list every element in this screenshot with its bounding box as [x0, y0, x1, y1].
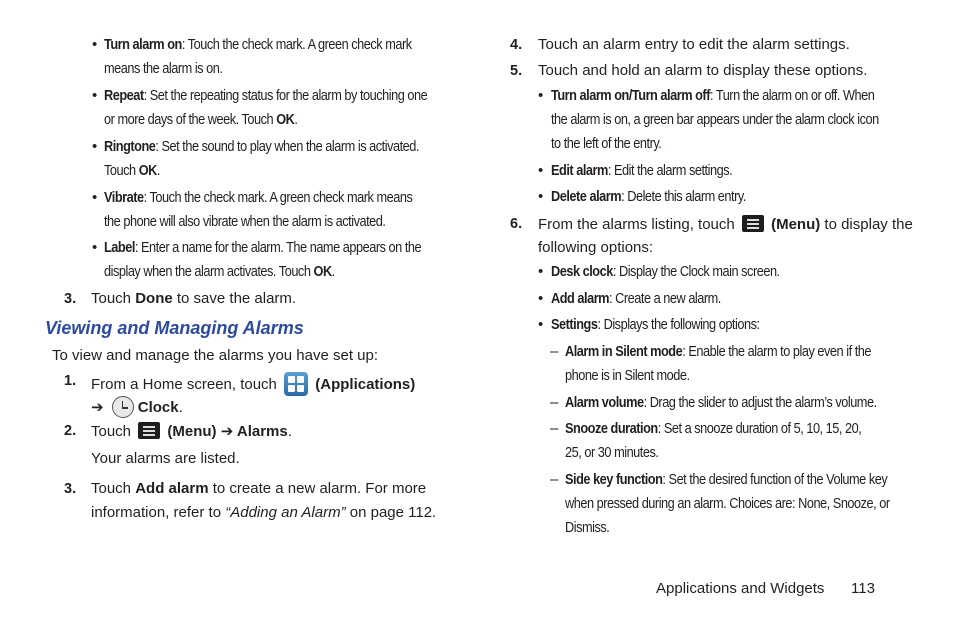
step-1-line2: ➔ Clock.	[91, 396, 183, 418]
bullet-edit-alarm: Edit alarm: Edit the alarm settings.	[551, 163, 733, 179]
step-number: 3.	[64, 291, 77, 307]
footer-section-title: Applications and Widgets	[656, 580, 825, 597]
intro-text: To view and manage the alarms you have set up:	[52, 347, 379, 364]
sub-alarm-silent-line2: phone is in Silent mode.	[565, 368, 690, 384]
step-number: 4.	[510, 37, 523, 53]
menu-icon	[742, 215, 764, 232]
sub-alarm-volume: Alarm volume: Drag the slider to adjust the alarm’s volume.	[565, 395, 877, 411]
footer-page-number: 113	[851, 580, 875, 597]
step-3-add-alarm-line2: information, refer to “Adding an Alarm” on page 112.	[91, 504, 437, 521]
step-4: Touch an alarm entry to edit the alarm settings.	[538, 36, 850, 53]
bullet-turn-alarm-onoff-line3: to the left of the entry.	[551, 136, 662, 152]
section-heading: Viewing and Managing Alarms	[45, 318, 304, 338]
bullet-turn-alarm-on-line1: Turn alarm on: Touch the check mark. A green check mark	[104, 37, 412, 53]
sub-side-key-line1: Side key function: Set the desired function of the Volume key	[565, 472, 888, 488]
step-number: 6.	[510, 216, 523, 232]
sub-alarm-silent-line1: Alarm in Silent mode: Enable the alarm to play even if the	[565, 344, 871, 360]
bullet-glyph: •	[92, 239, 98, 256]
bullet-glyph: •	[538, 263, 544, 280]
step-2-note: Your alarms are listed.	[91, 450, 240, 467]
dash-glyph: –	[550, 343, 559, 360]
dash-glyph: –	[550, 471, 559, 488]
dash-glyph: –	[550, 420, 559, 437]
clock-icon	[112, 396, 134, 418]
cross-reference-link[interactable]: “Adding an Alarm”	[225, 504, 346, 521]
step-number: 3.	[64, 481, 77, 497]
step-2-line: Touch (Menu) ➔ Alarms.	[91, 423, 292, 440]
bullet-repeat-line2: or more days of the week. Touch OK.	[104, 112, 298, 128]
sub-side-key-line2: when pressed during an alarm. Choices are: None, Snooze, or	[565, 496, 890, 512]
sub-snooze-line2: 25, or 30 minutes.	[565, 445, 659, 461]
menu-icon	[138, 422, 160, 439]
bullet-turn-alarm-on-line2: means the alarm is on.	[104, 61, 223, 77]
bullet-glyph: •	[538, 162, 544, 179]
bullet-ringtone-line1: Ringtone: Set the sound to play when the alarm is activated.	[104, 139, 419, 155]
step-6-line1: From the alarms listing, touch (Menu) to display the	[538, 216, 913, 233]
sub-snooze-line1: Snooze duration: Set a snooze duration of 5, 10, 15, 20,	[565, 421, 862, 437]
applications-icon	[284, 372, 308, 396]
bullet-add-alarm: Add alarm: Create a new alarm.	[551, 291, 721, 307]
bullet-vibrate-line2: the phone will also vibrate when the alarm is activated.	[104, 214, 386, 230]
bullet-label-line1: Label: Enter a name for the alarm. The name appears on the	[104, 240, 422, 256]
step-number: 5.	[510, 63, 523, 79]
bullet-turn-alarm-onoff-line2: the alarm is on, a green bar appears under the alarm clock icon	[551, 112, 879, 128]
bullet-glyph: •	[92, 87, 98, 104]
sub-side-key-line3: Dismiss.	[565, 520, 610, 536]
bullet-glyph: •	[538, 290, 544, 307]
bullet-vibrate-line1: Vibrate: Touch the check mark. A green check mark means	[104, 190, 413, 206]
step-1-line1: From a Home screen, touch (Applications)	[91, 372, 415, 396]
step-number: 2.	[64, 423, 77, 439]
bullet-glyph: •	[92, 138, 98, 155]
bullet-desk-clock: Desk clock: Display the Clock main screen.	[551, 264, 780, 280]
bullet-delete-alarm: Delete alarm: Delete this alarm entry.	[551, 189, 746, 205]
bullet-glyph: •	[92, 36, 98, 53]
step-number: 1.	[64, 373, 77, 389]
dash-glyph: –	[550, 394, 559, 411]
step-3-add-alarm-line1: Touch Add alarm to create a new alarm. For more	[91, 480, 427, 497]
bullet-turn-alarm-onoff-line1: Turn alarm on/Turn alarm off: Turn the alarm on or off. When	[551, 88, 875, 104]
bullet-glyph: •	[92, 189, 98, 206]
step-3-done: Touch Done to save the alarm.	[91, 290, 297, 307]
bullet-label-line2: display when the alarm activates. Touch OK.	[104, 264, 335, 280]
bullet-ringtone-line2: Touch OK.	[104, 163, 160, 179]
bullet-settings: Settings: Displays the following options:	[551, 317, 760, 333]
bullet-glyph: •	[538, 87, 544, 104]
step-6-line2: following options:	[538, 239, 654, 256]
bullet-glyph: •	[538, 188, 544, 205]
bullet-repeat-line1: Repeat: Set the repeating status for the alarm by touching one	[104, 88, 428, 104]
bullet-glyph: •	[538, 316, 544, 333]
step-5: Touch and hold an alarm to display these options.	[538, 62, 868, 79]
